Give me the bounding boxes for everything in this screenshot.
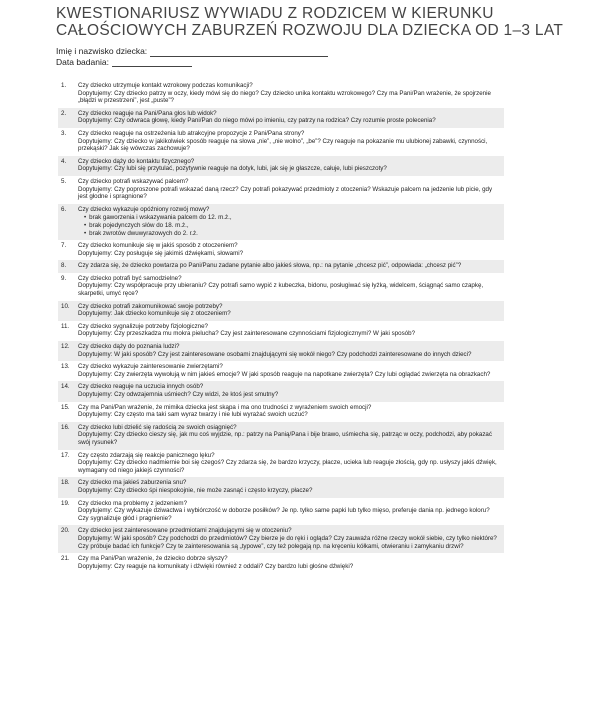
question-text: Czy dziecko reaguje na uczucia innych osób? — [78, 383, 204, 391]
question-item — [58, 260, 504, 273]
question-body — [78, 206, 501, 237]
question-sublist — [84, 214, 501, 237]
question-item — [58, 240, 504, 260]
question-number: 17. — [61, 451, 70, 459]
question-body — [78, 275, 501, 298]
question-followup: Dopytujemy: Czy odwraca głowę, kiedy Pani/Pan do niego mówi po imieniu, czy patrzy na rodzica? Czy rozumie proste polecenia? — [78, 117, 436, 125]
question-followup: Dopytujemy: Czy często ma taki sam wyraz twarzy i nie lubi wyrażać swoich uczuć? — [78, 411, 308, 419]
question-text: Czy dziecko jest zainteresowane przedmiotami znajdującymi się w otoczeniu? — [78, 527, 292, 535]
question-item — [58, 341, 504, 361]
question-text: Czy zdarza się, że dziecko powtarza po Pani/Panu zadane pytanie albo jakieś słowa, np.: na pytanie „chcesz pić”, odpowiada: „chcesz pić”? — [78, 262, 462, 270]
question-text: Czy dziecko dąży do poznania ludzi? — [78, 343, 180, 351]
document-title: KWESTIONARIUSZ WYWIADU Z RODZICEM W KIERUNKU CAŁOŚCIOWYCH ZABURZEŃ ROZWOJU DLA DZIECKA OD 1–3 LAT — [56, 5, 564, 39]
child-name-field — [56, 46, 328, 57]
question-number: 14. — [61, 383, 70, 391]
question-body — [78, 452, 501, 475]
question-followup: Dopytujemy: W jaki sposób? Czy jest zainteresowane osobami znajdującymi się wokół niego? Czy podchodzi zainteresowane do innych dzieci? — [78, 350, 472, 358]
question-number: 1. — [61, 82, 67, 89]
question-body — [78, 130, 501, 153]
question-item — [58, 422, 504, 450]
question-number: 19. — [61, 499, 70, 507]
question-number: 10. — [61, 302, 70, 310]
question-item — [58, 156, 504, 176]
question-item — [58, 321, 504, 341]
question-text: Czy dziecko utrzymuje kontakt wzrokowy podczas komunikacji? — [78, 82, 253, 89]
question-body — [78, 383, 501, 398]
question-followup: Dopytujemy: Czy dziecko w jakikolwiek sposób reaguje na słowa „nie”, „nie wolno”, „be”? Czy reaguje na pokazanie mu ulubionej zabawki, czynności, przekąski? Jak się wówczas zachowuje? — [78, 137, 488, 153]
question-followup: Dopytujemy: Czy przeszkadza mu mokra pielucha? Czy jest zainteresowane czynnościami fizjologicznymi? W jaki sposób? — [78, 330, 416, 338]
question-body — [78, 242, 501, 257]
question-followup: Dopytujemy: Czy odwzajemnia uśmiech? Czy widzi, że ktoś jest smutny? — [78, 391, 279, 398]
question-item — [58, 204, 504, 240]
question-followup: Dopytujemy: Czy zwierzęta wywołują w nim jakieś emocje? W jaki sposób reaguje na napotkane zwierzęta? Czy lubi oglądać zwierzęta na obrazkach? — [78, 370, 491, 378]
question-body — [78, 363, 501, 378]
question-text: Czy dziecko potrafi wskazywać palcem? — [78, 177, 189, 185]
question-body — [78, 158, 501, 173]
question-number: 12. — [61, 343, 70, 351]
question-followup: Dopytujemy: Czy poproszone potrafi wskazać daną rzecz? Czy potrafi pokazywać przedmioty z otoczenia? Wskazuje palcem na jedzenie lub picie, gdy jest głodne i spragnione? — [78, 185, 493, 201]
question-number: 11. — [61, 322, 70, 330]
question-followup: Dopytujemy: Czy reaguje na komunikaty i dźwięki również z oddali? Czy bardzo lubi głośne dźwięki? — [78, 562, 354, 570]
question-number: 20. — [61, 527, 70, 535]
child-name-line — [150, 48, 328, 57]
exam-date-line — [112, 58, 192, 67]
question-subitem: • brak pojedynczych słów do 18. m.ż., — [84, 222, 501, 230]
question-body — [78, 500, 501, 523]
question-text: Czy dziecko potrafi zakomunikować swoje potrzeby? — [78, 302, 223, 310]
question-followup: Dopytujemy: Czy dziecko śpi niespokojnie, nie może zasnąć i często krzyczy, płacze? — [78, 486, 313, 494]
question-followup: Dopytujemy: W jaki sposób? Czy podchodzi do przedmiotów? Czy bierze je do ręki i ogląda? Czy zauważa różne rzeczy wokół siebie, czy tylko niektóre? Czy próbuje badać ich funkcje? Czy te zainteresowania są „typowe”, czy też polegają np. na kręceniu kółkami, otwieraniu i zamykaniu drzwi? — [78, 534, 497, 550]
question-item — [58, 108, 504, 128]
question-item — [58, 361, 504, 381]
question-text: Czy dziecko sygnalizuje potrzeby fizjologiczne? — [78, 322, 209, 330]
question-body — [78, 404, 501, 419]
question-body — [78, 323, 501, 338]
question-body — [78, 303, 501, 318]
question-body — [78, 343, 501, 358]
question-item — [58, 402, 504, 422]
question-body — [78, 82, 501, 105]
question-item — [58, 301, 504, 321]
question-followup: Dopytujemy: Jak dziecko komunikuje się z otoczeniem? — [78, 310, 231, 318]
question-text: Czy dziecko wykazuje zainteresowanie zwierzętami? — [78, 363, 223, 371]
question-followup: Dopytujemy: Czy dziecko nadmiernie boi się czegoś? Czy zdarza się, że bardzo krzyczy, płacze, ucieka lub reaguje złością, gdy np. usłyszy jakiś dźwięk, wymagany od niego jakiejś czynności? — [78, 459, 497, 474]
question-item — [58, 477, 504, 497]
question-number: 7. — [61, 242, 67, 250]
question-body — [78, 555, 501, 570]
question-number: 21. — [61, 555, 70, 563]
question-body — [78, 479, 501, 494]
question-number: 16. — [61, 423, 70, 431]
question-item — [58, 381, 504, 401]
question-number: 18. — [61, 479, 70, 487]
question-item — [58, 128, 504, 156]
question-text: Czy dziecko reaguje na Pani/Pana głos lub widok? — [78, 109, 217, 117]
question-text: Czy dziecko potrafi być samodzielne? — [78, 274, 182, 282]
question-item — [58, 553, 504, 573]
question-text: Czy dziecko reaguje na ostrzeżenia lub atrakcyjne propozycje z Pani/Pana strony? — [78, 129, 305, 137]
question-body — [78, 424, 501, 447]
question-number: 2. — [61, 109, 67, 117]
question-text: Czy dziecko ma problemy z jedzeniem? — [78, 499, 188, 507]
question-text: Czy dziecko wykazuje opóźniony rozwój mowy? — [78, 205, 210, 213]
question-followup: Dopytujemy: Czy dziecko patrzy w oczy, kiedy mówi się do niego? Czy dziecko unika kontaktu wzrokowego? Czy ma Pani/Pan wrażenie, że spojrzenie „błądzi w przestrzeni”, jest „puste”? — [78, 89, 491, 105]
exam-date-label: Data badania: — [56, 56, 109, 67]
question-item — [58, 450, 504, 478]
question-text: Czy ma Pani/Pan wrażenie, że dziecko dobrze słyszy? — [78, 555, 228, 563]
question-item — [58, 80, 504, 108]
question-item — [58, 273, 504, 301]
question-body — [78, 527, 501, 550]
child-name-label: Imię i nazwisko dziecka: — [56, 46, 148, 56]
question-number: 15. — [61, 403, 70, 411]
question-number: 9. — [61, 274, 67, 282]
question-text: Czy dziecko dąży do kontaktu fizycznego? — [78, 157, 195, 165]
question-followup: Dopytujemy: Czy dziecko cieszy się, jak mu coś wyjdzie, np.: patrzy na Panią/Pana i bije brawo, uśmiecha się, patrząc w oczy, podchodzi, aby pokazać swój rysunek? — [78, 431, 492, 446]
form-fields — [56, 46, 328, 67]
question-followup: Dopytujemy: Czy wykazuje dziwactwa i wybiórczość w doborze posiłków? Je np. tylko same papki lub tylko mięso, preferuje dania np. jednego koloru? Czy sygnalizuje głód i pragnienie? — [78, 507, 490, 522]
question-number: 3. — [61, 129, 67, 137]
question-followup: Dopytujemy: Czy lubi się przytulać, pozytywnie reaguje na dotyk, lubi, jak się je głaszcze, całuje, lubi pieszczoty? — [78, 165, 387, 173]
question-text: Czy ma Pani/Pan wrażenie, że mimika dziecka jest skąpa i ma ono trudności z wyrażeniem swoich emocji? — [78, 403, 372, 411]
question-item — [58, 498, 504, 526]
question-number: 5. — [61, 177, 67, 185]
question-body — [78, 262, 501, 270]
question-text: Czy dziecko ma jakieś zaburzenia snu? — [78, 479, 187, 487]
question-list — [58, 80, 504, 573]
question-item — [58, 176, 504, 204]
question-subitem: • brak gaworzenia i wskazywania palcem do 12. m.ż., — [84, 214, 501, 222]
question-number: 6. — [61, 205, 67, 213]
question-number: 8. — [61, 262, 67, 270]
question-text: Czy dziecko lubi dzielić się radością ze swoich osiągnięć? — [78, 423, 237, 431]
exam-date-field — [56, 57, 328, 68]
question-text: Czy dziecko komunikuje się w jakiś sposób z otoczeniem? — [78, 242, 238, 250]
question-text: Czy często zdarzają się reakcje panicznego lęku? — [78, 451, 215, 459]
question-body — [78, 110, 501, 125]
question-number: 4. — [61, 157, 67, 165]
question-followup: Dopytujemy: Czy posługuje się jakimiś dźwiękami, słowami? — [78, 249, 244, 257]
question-followup: Dopytujemy: Czy współpracuje przy ubieraniu? Czy potrafi samo wypić z kubeczka, bidonu, posługiwać się łyżką, widelcem, ściągnąć samo czapkę, skarpetki, umyć ręce? — [78, 282, 484, 298]
question-body — [78, 178, 501, 201]
question-item — [58, 525, 504, 553]
question-subitem: • brak zwrotów dwuwyrazowych do 2. r.ż. — [84, 230, 501, 238]
question-number: 13. — [61, 363, 70, 371]
